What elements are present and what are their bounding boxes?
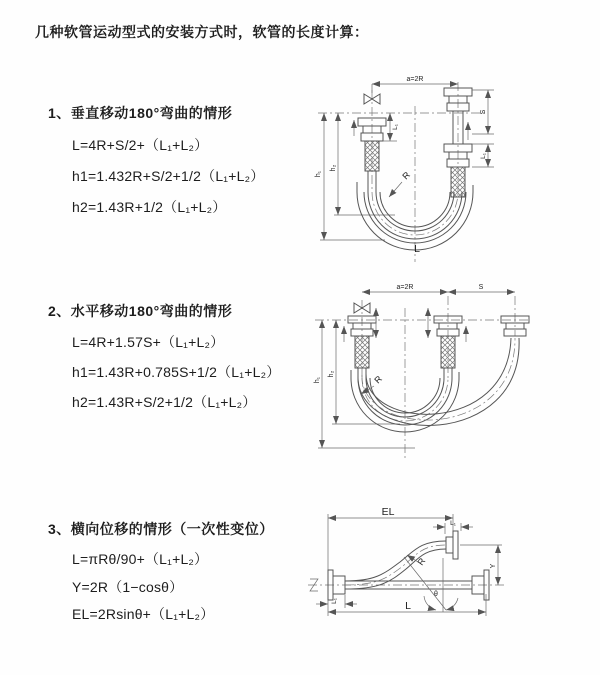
radius-label: R bbox=[415, 556, 428, 568]
s-curve-hose bbox=[345, 541, 446, 589]
doc-title: 几种软管运动型式的安装方式时，软管的长度计算： bbox=[35, 24, 369, 40]
dim-s-label: S bbox=[478, 284, 484, 291]
diagram-lateral-displacement bbox=[300, 500, 600, 650]
braid-section bbox=[441, 336, 455, 368]
centerlines bbox=[315, 296, 528, 458]
dim-l-label: L bbox=[405, 600, 411, 612]
formula-3-l: L=πRθ/90+（L₁+L₂） bbox=[72, 551, 209, 567]
formula-3-y: Y=2R（1−cosθ） bbox=[72, 579, 184, 595]
dim-y-label: Y bbox=[490, 563, 497, 569]
movement-arrows bbox=[354, 120, 468, 140]
braid-section bbox=[365, 141, 379, 171]
formula-1-h1: h1=1.432R+S/2+1/2（L₁+L₂） bbox=[72, 168, 265, 184]
dimension-el bbox=[328, 506, 453, 570]
pipe-assembly-left bbox=[358, 118, 386, 171]
section-3-heading: 3、横向位移的情形（一次性变位） bbox=[48, 521, 274, 537]
dim-h2-label: h₂ bbox=[330, 164, 337, 172]
dim-h1-label: h₁ bbox=[315, 170, 322, 178]
length-label: L bbox=[414, 243, 420, 255]
dimension-a2r bbox=[372, 76, 458, 93]
braid-section bbox=[451, 167, 465, 197]
pipe-assembly-middle bbox=[434, 316, 462, 368]
formula-2-l: L=4R+1.57S+（L₁+L₂） bbox=[72, 334, 225, 350]
dimension-a2r bbox=[362, 284, 448, 292]
formula-3-el: EL=2Rsinθ+（L₁+L₂） bbox=[72, 606, 215, 622]
fitting-length-dims bbox=[376, 308, 428, 338]
formula-1-h2: h2=1.43R+1/2（L₁+L₂） bbox=[72, 199, 227, 215]
formula-2-h1: h1=1.43R+0.785S+1/2（L₁+L₂） bbox=[72, 364, 281, 380]
section-2-heading: 2、水平移动180°弯曲的情形 bbox=[48, 303, 233, 319]
dimension-l1-right bbox=[472, 144, 494, 167]
dim-l1-bottom-label: L₁ bbox=[331, 598, 338, 604]
dimension-s bbox=[448, 284, 515, 292]
radius-label: R bbox=[400, 169, 413, 182]
dimension-y bbox=[460, 545, 502, 585]
section-1-heading: 1、垂直移动180°弯曲的情形 bbox=[48, 105, 233, 121]
theta-label: θ bbox=[434, 591, 438, 598]
dim-h2-label: h₂ bbox=[328, 370, 335, 378]
radius-label: R bbox=[372, 373, 385, 386]
diagram-vertical-180-bend bbox=[310, 70, 600, 265]
dim-l1-left-label: L₁ bbox=[392, 124, 399, 130]
dimension-s bbox=[472, 90, 494, 134]
radius-callout bbox=[389, 169, 412, 197]
diagram-horizontal-180-bend bbox=[310, 280, 600, 465]
dimension-l1-left bbox=[383, 113, 399, 141]
angle-theta bbox=[404, 557, 458, 612]
dimension-l1-bottom bbox=[316, 595, 357, 608]
dim-h1-label: h₁ bbox=[314, 376, 321, 384]
formula-1-l: L=4R+S/2+（L₁+L₂） bbox=[72, 137, 209, 153]
dim-s-label: S bbox=[480, 109, 487, 115]
dim-l1-top-label: L₁ bbox=[450, 520, 456, 527]
dim-el-label: EL bbox=[381, 506, 395, 518]
braid-section bbox=[355, 336, 369, 368]
dim-l1-right-label: L₁ bbox=[480, 153, 487, 159]
formula-2-h2: h2=1.43R+S/2+1/2（L₁+L₂） bbox=[72, 394, 257, 410]
flange-assembly-upper bbox=[446, 531, 458, 559]
dim-a2r-label: a=2R bbox=[406, 76, 424, 83]
dimension-h1 bbox=[315, 113, 385, 240]
dim-a2r-label: a=2R bbox=[396, 284, 414, 291]
dimension-l bbox=[328, 594, 486, 616]
